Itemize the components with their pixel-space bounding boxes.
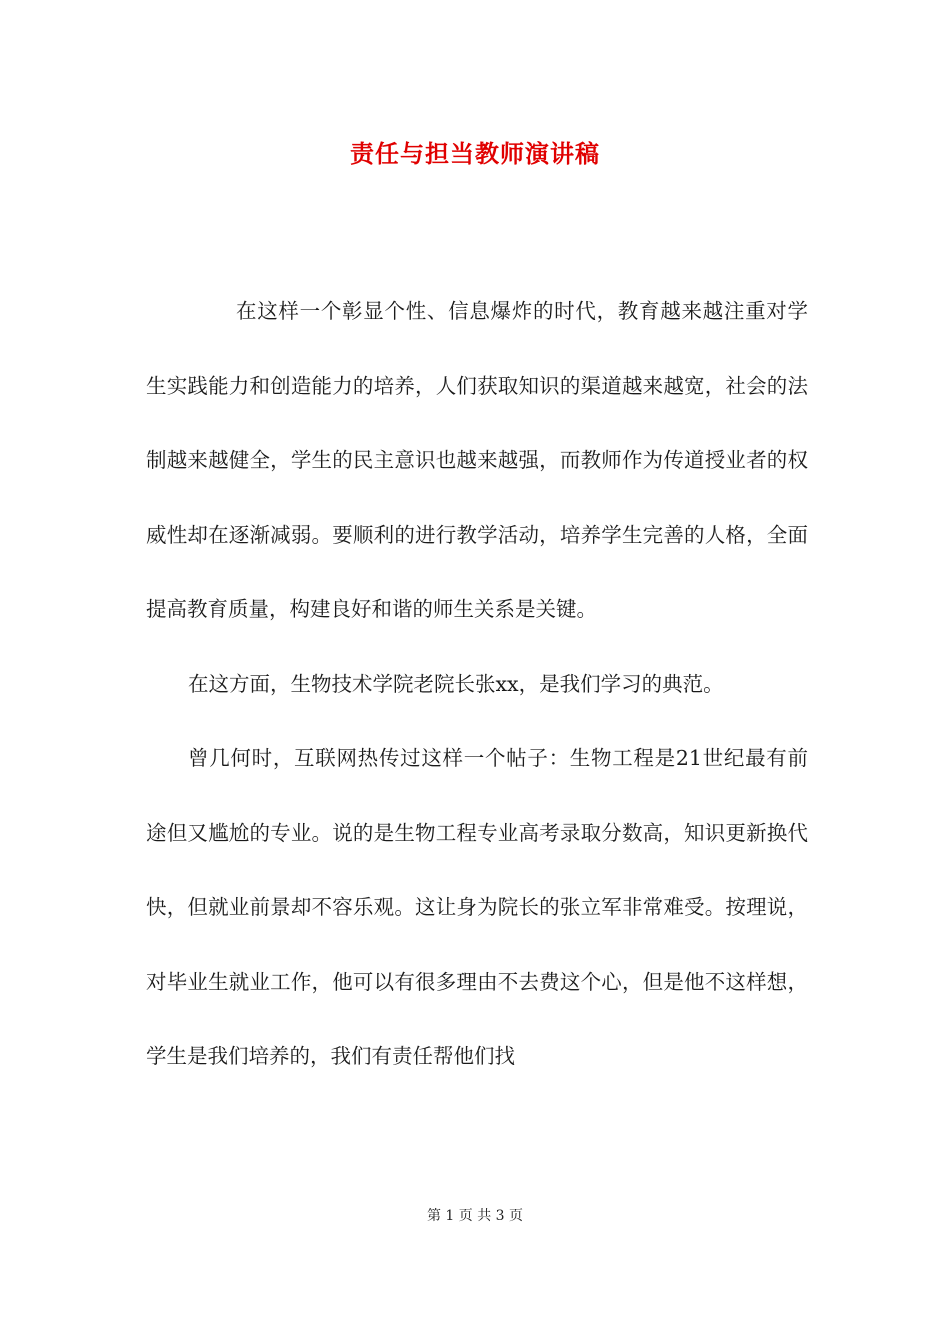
document-title: 责任与担当教师演讲稿 (350, 139, 600, 168)
paragraph-3: 曾几何时，互联网热传过这样一个帖子：生物工程是21世纪最有前途但又尴尬的专业。说的是生物工程专业高考录取分数高，知识更新换代快，但就业前景却不容乐观。这让身为院长的张立军非常难受。按理说，对毕业生就业工作，他可以有很多理由不去费这个心，但是他不这样想，学生是我们培养的，我们有责任帮他们找 (146, 746, 808, 1068)
document-body (146, 274, 808, 1094)
paragraph-2: 在这方面，生物技术学院老院长张xx，是我们学习的典范。 (188, 671, 724, 696)
paragraph-1: 在这样一个彰显个性、信息爆炸的时代，教育越来越注重对学生实践能力和创造能力的培养，人们获取知识的渠道越来越宽，社会的法制越来越健全，学生的民主意识也越来越强，而教师作为传道授业者的权威性却在逐渐减弱。要顺利的进行教学活动，培养学生完善的人格，全面提高教育质量，构建良好和谐的师生关系是关键。 (146, 299, 808, 621)
page-number: 第 1 页 共 3 页 (426, 1208, 524, 1224)
